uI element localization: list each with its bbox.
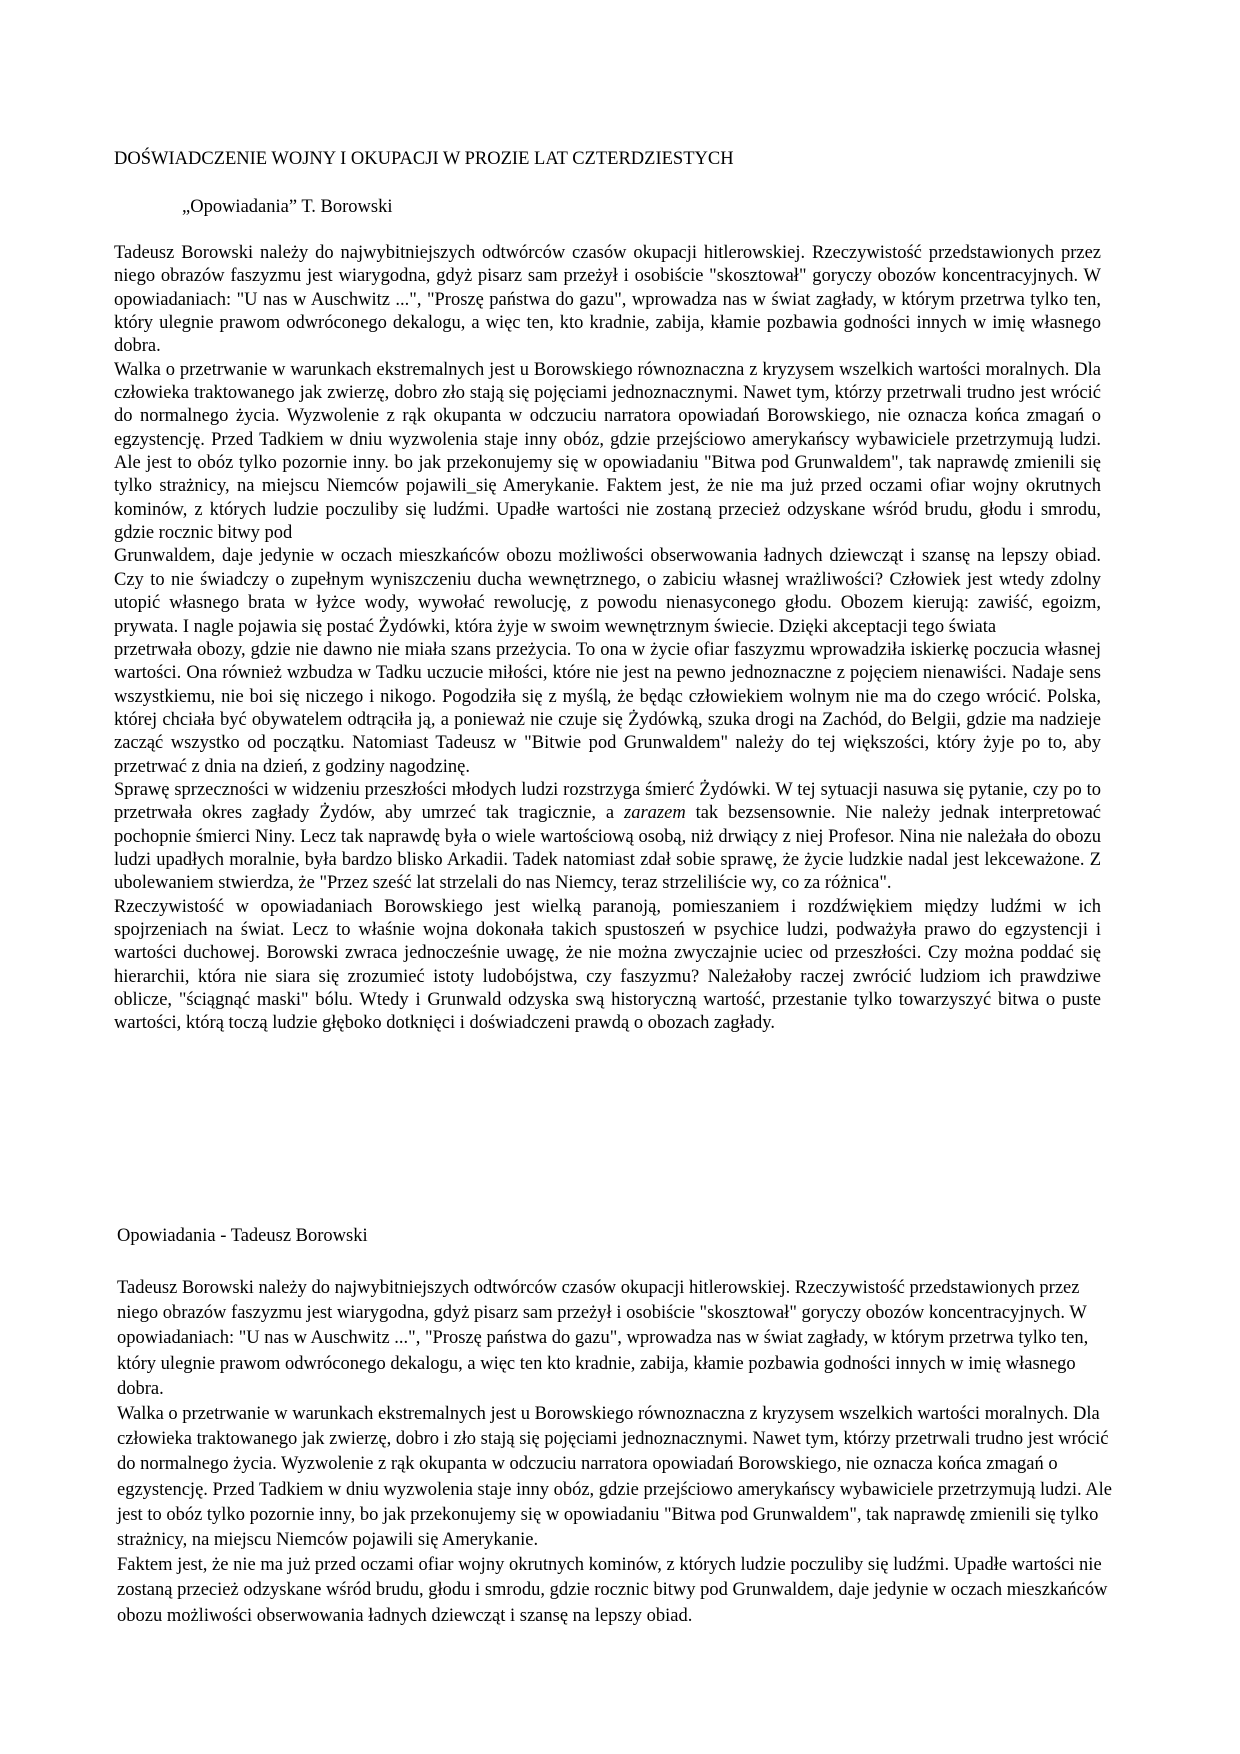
essay-paragraph-5: [114, 779, 1101, 896]
essay-paragraph-4: przetrwała obozy, gdzie nie dawno nie miała szans przeżycia. To ona w życie ofiar faszyzmu wprowadziła iskierkę poczucia własnej wartości. Ona również wzbudza w Tadku uczucie miłości, które nie jest na pewno jednoznaczne z pojęciem nienawiści. Nadaje sens wszystkiemu, nie boi się niczego i nikogo. Pogodziła się z myślą, że będąc człowiekiem wolnym nie ma do czego wrócić. Polska, której chciała być obywatelem odtrąciła ją, a ponieważ nie czuje się Żydówką, szuka drogi na Zachód, do Belgii, gdzie ma nadzieje zacząć wszystko od początku. Natomiast Tadeusz w "Bitwie pod Grunwaldem" należy do tej większości, który żyje po to, aby przetrwać z dnia na dzień, z godziny nagodzinę.: [114, 639, 1101, 777]
second-section-body: [117, 1276, 1117, 1629]
document-title: DOŚWIADCZENIE WOJNY I OKUPACJI W PROZIE LAT CZTERDZIESTYCH: [114, 149, 734, 169]
section-paragraph-3: Faktem jest, że nie ma już przed oczami ofiar wojny okrutnych kominów, z których ludzie poczuliby się ludźmi. Upadłe wartości nie zostaną przecież odzyskane wśród brudu, głodu i smrodu, gdzie rocznic bitwy pod Grunwaldem, daje jedynie w oczach mieszkańców obozu możliwości obserwowania ładnych dziewcząt i szansę na lepszy obiad.: [117, 1555, 1108, 1626]
section-paragraph-2: Walka o przetrwanie w warunkach ekstremalnych jest u Borowskiego równoznaczna z kryzysem wszelkich wartości moralnych. Dla człowieka traktowanego jak zwierzę, dobro i zło stają się pojęciami jednoznacznymi. Nawet tym, którzy przetrwali trudno jest wrócić do normalnego życia. Wyzwolenie z rąk okupanta w odczuciu narratora opowiadań Borowskiego, nie oznacza końca zmagań o egzystencję. Przed Tadkiem w dniu wyzwolenia staje inny obóz, gdzie przejściowo amerykańscy wybawiciele przetrzymują ludzi. Ale jest to obóz tylko pozornie inny, bo jak przekonujemy się w opowiadaniu "Bitwa pod Grunwaldem", tak naprawdę zmienili się tylko strażnicy, na miejscu Niemców pojawili się Amerykanie.: [117, 1404, 1112, 1551]
essay-paragraph-6: Rzeczywistość w opowiadaniach Borowskiego jest wielką paranoją, pomieszaniem i rozdźwiękiem między ludźmi w ich spojrzeniach na świat. Lecz to właśnie wojna dokonała takich spustoszeń w psychice ludzi, podważyła prawo do egzystencji i wartości duchowej. Borowski zwraca jednocześnie uwagę, że nie można zwyczajnie uciec od przeszłości. Czy można poddać się hierarchii, która nie siara się zrozumieć istoty ludobójstwa, czy faszyzmu? Należałoby raczej zwrócić ludziom ich prawdziwe oblicze, "ściągnąć maski" bólu. Wtedy i Grunwald odzyska swą historyczną wartość, przestanie tylko towarzyszyć bitwa o puste wartości, którą toczą ludzie głęboko dotknięci i doświadczeni prawdą o obozach zagłady.: [114, 896, 1101, 1034]
essay-paragraph-5-part-2: tak bezsensownie. Nie należy jednak interpretować pochopnie śmierci Niny. Lecz tak naprawdę była o wiele wartościową osobą, niż drwiący z niej Profesor. Nina nie należała do obozu ludzi upadłych moralnie, była bardzo blisko Arkadii. Tadek natomiast zdał sobie sprawę, że życie ludzkie nadal jest lekceważone. Z ubolewaniem stwierdza, że "Przez sześć lat strzelali do nas Niemcy, teraz strzeliliście wy, co za różnica".: [114, 803, 1101, 894]
essay-paragraph-3: Grunwaldem, daje jedynie w oczach mieszkańców obozu możliwości obserwowania ładnych dziewcząt i szansę na lepszy obiad. Czy to nie świadczy o zupełnym wyniszczeniu ducha wewnętrznego, o zabiciu własnej wrażliwości? Człowiek jest wtedy zdolny utopić własnego brata w łyżce wody, wywołać rewolucję, z powodu nienasyconego głodu. Obozem kierują: zawiść, egoizm, prywata. I nagle pojawia się postać Żydówki, która żyje w swoim wewnętrznym świecie. Dzięki akceptacji tego świata: [114, 546, 1101, 637]
essay-paragraph-5-emphasis: zarazem: [624, 803, 686, 824]
document-subtitle: „Opowiadania” T. Borowski: [182, 197, 393, 217]
section-heading: Opowiadania - Tadeusz Borowski: [117, 1226, 368, 1246]
essay-paragraph-1: Tadeusz Borowski należy do najwybitniejszych odtwórców czasów okupacji hitlerowskiej. Rzeczywistość przedstawionych przez niego obrazów faszyzmu jest wiarygodna, gdyż pisarz sam przeżył i osobiście "skosztował" goryczy obozów koncentracyjnych. W opowiadaniach: "U nas w Auschwitz ...", "Proszę państwa do gazu", wprowadza nas w świat zagłady, w którym przetrwa tylko ten, który ulegnie prawom odwróconego dekalogu, a więc ten, kto kradnie, zabija, kłamie pozbawia godności innych w imię własnego dobra.: [114, 243, 1101, 357]
section-paragraph-1: Tadeusz Borowski należy do najwybitniejszych odtwórców czasów okupacji hitlerowskiej. Rzeczywistość przedstawionych przez niego obrazów faszyzmu jest wiarygodna, gdyż pisarz sam przeżył i osobiście "skosztował" goryczy obozów koncentracyjnych. W opowiadaniach: "U nas w Auschwitz ...", "Proszę państwa do gazu", wprowadza nas w świat zagłady, w którym przetrwa tylko ten, który ulegnie prawom odwróconego dekalogu, a więc ten kto kradnie, zabija, kłamie pozbawia godności innych w imię własnego dobra.: [117, 1278, 1089, 1399]
essay-body: [114, 242, 1101, 1036]
essay-paragraph-5-part-1: Sprawę sprzeczności w widzeniu przeszłości młodych ludzi rozstrzyga śmierć Żydówki. W tej sytuacji nasuwa się pytanie, czy po to przetrwała okres zagłady Żydów, aby umrzeć tak tragicznie, a: [114, 779, 1101, 824]
essay-paragraph-2: Walka o przetrwanie w warunkach ekstremalnych jest u Borowskiego równoznaczna z kryzysem wszelkich wartości moralnych. Dla człowieka traktowanego jak zwierzę, dobro zło stają się pojęciami jednoznacznymi. Nawet tym, którzy przetrwali trudno jest wrócić do normalnego życia. Wyzwolenie z rąk okupanta w odczuciu narratora opowiadań Borowskiego, nie oznacza końca zmagań o egzystencję. Przed Tadkiem w dniu wyzwolenia staje inny obóz, gdzie przejściowo amerykańscy wybawiciele przetrzymują ludzi. Ale jest to obóz tylko pozornie inny. bo jak przekonujemy się w opowiadaniu "Bitwa pod Grunwaldem", tak naprawdę zmienili się tylko strażnicy, na miejscu Niemców pojawili_się Amerykanie. Faktem jest, że nie ma już przed oczami ofiar wojny okrutnych kominów, z których ludzie poczuliby się ludźmi. Upadłe wartości nie zostaną przecież odzyskane wśród brudu, głodu i smrodu, gdzie rocznic bitwy pod: [114, 359, 1101, 544]
